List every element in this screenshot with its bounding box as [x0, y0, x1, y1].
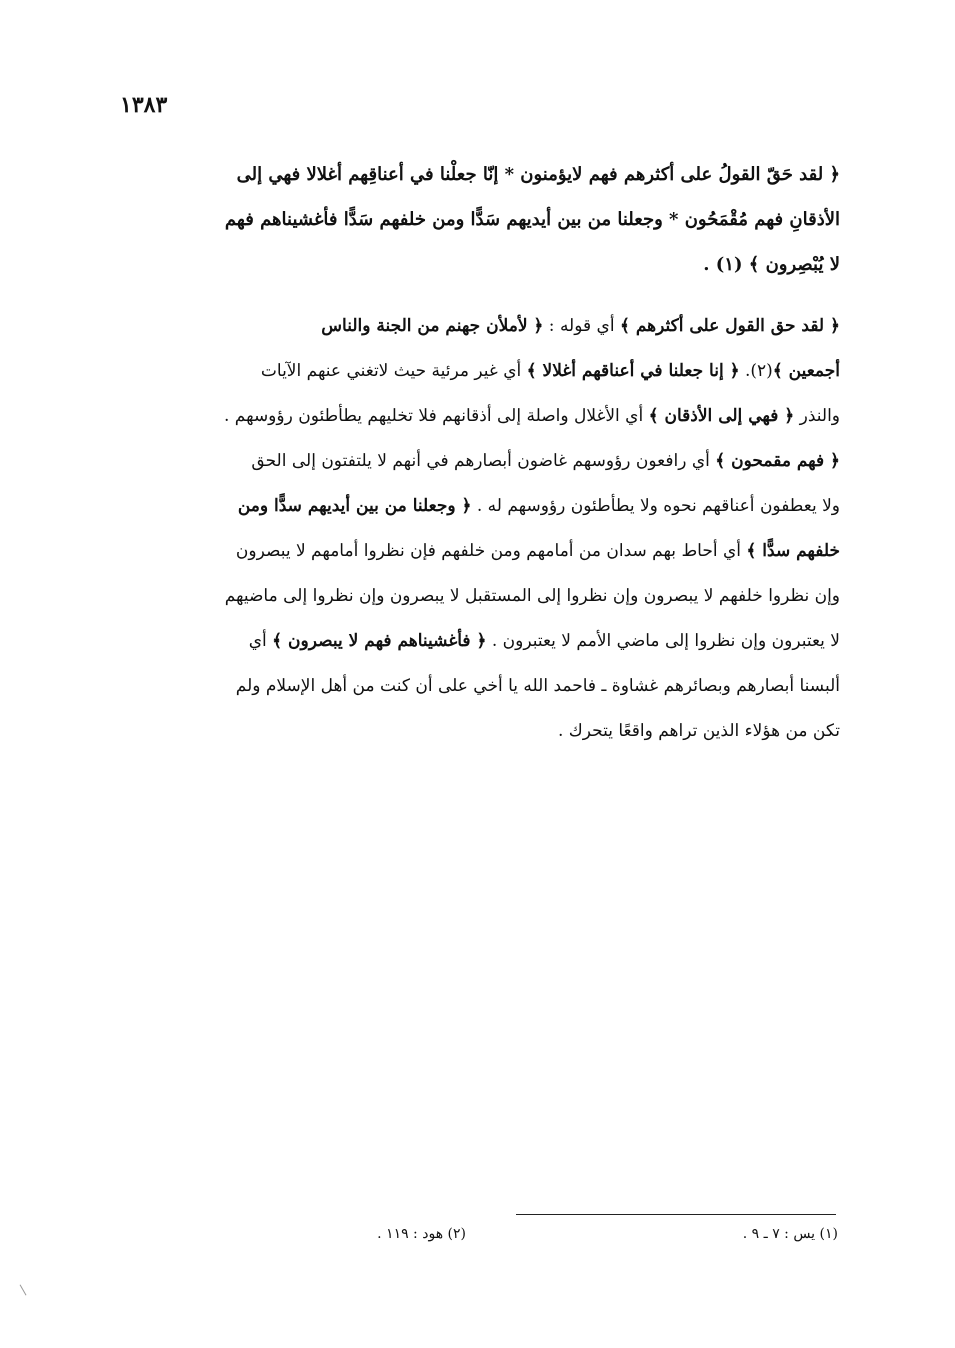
footnotes	[120, 1226, 838, 1250]
explanation-segment: أي الأغلال واصلة إلى أذقانهم فلا تخليهم يطأطئون رؤوسهم .	[223, 406, 649, 426]
quoted-verse-segment: ﴿ فهم مقمحون ﴾	[715, 451, 840, 471]
footnote-1: (١) يس : ٧ ـ ٩ .	[742, 1226, 838, 1242]
footnote-separator	[516, 1214, 836, 1215]
explanation-segment: ألبسنا أبصارهم وبصائرهم غشاوة ـ فاحمد الله يا أخي على أن كنت من أهل الإسلام ولم	[235, 676, 840, 696]
explanation-segment: لا يعتبرون وإن نظروا إلى ماضي الأمم لا يعتبرون .	[486, 631, 840, 651]
explanation-segment: أي	[248, 631, 273, 651]
page-number: ١٣٨٣	[120, 92, 168, 118]
commentary-line	[122, 619, 840, 664]
explanation-segment: أي رافعون رؤوسهم غاضون أبصارهم في أنهم لا يلتفتون إلى الحق	[251, 451, 716, 471]
commentary-line	[122, 574, 840, 619]
explanation-segment: والنذر	[794, 406, 840, 426]
verse-line: الأذقانِ فهم مُقْمَحُون * وجعلنا من بين أيديهم سَدًّا ومن خلفهم سَدًّا فأغشيناهم فهم	[224, 209, 840, 230]
quranic-verse-block	[122, 152, 840, 287]
quoted-verse-segment: ﴿ فهي إلى الأذقان ﴾	[648, 406, 795, 426]
quoted-verse-segment: ﴿ وجعلنا من بين أيديهم سدًّا ومن	[237, 496, 472, 516]
quoted-verse-segment: خلفهم سدًّا ﴾	[746, 541, 840, 561]
commentary-paragraph	[122, 304, 840, 754]
footnote-2: (٢) هود : ١١٩ .	[377, 1226, 466, 1242]
commentary-line	[122, 529, 840, 574]
commentary-line	[122, 304, 840, 349]
explanation-segment: وإن نظروا خلفهم لا يبصرون وإن نظروا إلى المستقبل لا يبصرون وإن نظروا إلى ماضيهم	[224, 586, 840, 606]
commentary-line	[122, 484, 840, 529]
verse-line: ﴿ لقد حَقّ القولُ على أكثرهم فهم لايؤمنون * إنّا جعلْنا في أعناقِهم أغلالا فهي إلى	[236, 164, 840, 185]
explanation-segment: أي قوله :	[543, 316, 620, 336]
quoted-verse-segment: أجمعين ﴾	[772, 361, 840, 381]
commentary-line	[122, 709, 840, 754]
quoted-verse-segment: ﴿ لقد حق القول على أكثرهم ﴾	[619, 316, 840, 336]
commentary-line	[122, 664, 840, 709]
explanation-segment: ولا يعطفون أعناقهم نحوه ولا يطأطئون رؤوسهم له .	[471, 496, 840, 516]
commentary-line	[122, 394, 840, 439]
scan-mark	[20, 1281, 34, 1296]
explanation-segment: أي أحاط بهم سدان من أمامهم ومن خلفهم فإن نظروا أمامهم لا يبصرون	[235, 541, 747, 561]
quoted-verse-segment: ﴿ لأملأن جهنم من الجنة والناس	[321, 316, 544, 336]
explanation-segment: تكن من هؤلاء الذين تراهم واقعًا يتحرك .	[557, 721, 840, 741]
commentary-line	[122, 349, 840, 394]
quoted-verse-segment: ﴿ إنا جعلنا في أعناقهم أغلالا ﴾	[526, 361, 740, 381]
quoted-verse-segment: ﴿ فأغشيناهم فهم لا يبصرون ﴾	[272, 631, 487, 651]
explanation-segment: (٢).	[739, 361, 773, 381]
explanation-segment: أي غير مرئية حيث لاتغني عنهم الآيات	[260, 361, 527, 381]
verse-line: لا يُبْصِرون ﴾ (١) .	[703, 254, 840, 275]
commentary-line	[122, 439, 840, 484]
